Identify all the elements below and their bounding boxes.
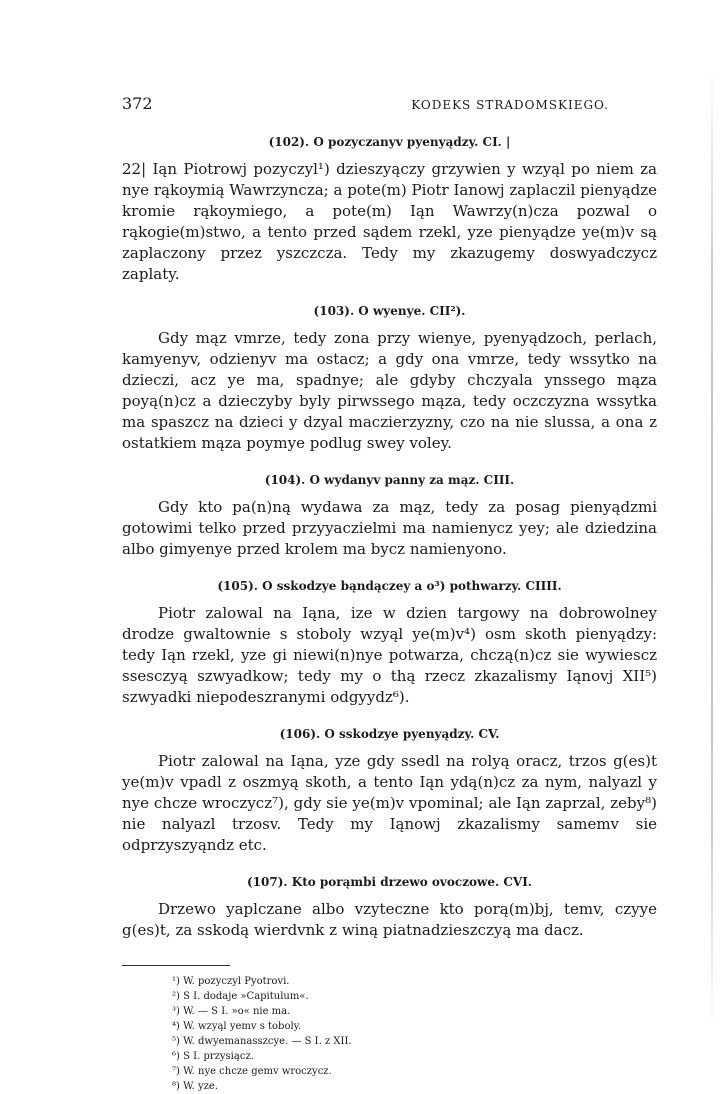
footnote-text: W. pozyczyl Pyotrovi. [183, 976, 290, 987]
section-paragraph: Gdy kto pa(n)ną wydawa za mąz, tedy za posag pienyądzmi gotowimi telko przed przyyaczielmi ma namienycz yey; ale dziedzina albo gimyenye przed krolem ma bycz namienyono. [122, 498, 657, 558]
footnote [172, 1049, 657, 1064]
footnote-mark: ⁸) [172, 1081, 180, 1092]
footnote [172, 1019, 657, 1034]
page-number: 372 [122, 94, 153, 113]
footnote-mark: ⁴) [172, 1021, 180, 1032]
page-header [122, 94, 657, 113]
footnote [172, 974, 657, 989]
page-edge-line [711, 70, 713, 1030]
section-104 [122, 473, 657, 560]
footnote-mark: ³) [172, 1006, 180, 1017]
footnotes [122, 974, 657, 1094]
footnote-divider [122, 965, 230, 966]
footnote [172, 1064, 657, 1079]
footnote-mark: ²) [172, 991, 180, 1002]
section-title: (107). Kto porąmbi drzewo ovoczowe. CVI. [247, 875, 532, 889]
footnote [172, 1034, 657, 1049]
section-106 [122, 727, 657, 856]
section-105 [122, 579, 657, 708]
section-paragraph: Piotr zalowal na Iąna, yze gdy ssedl na rolyą oracz, trzos g(es)t ye(m)v vpadl z oszmyą skoth, a tento Iąn ydą(n)cz za nym, nalyazl y nye chcze wroczycz⁷), gdy sie ye(m)v vpominal; ale Iąn zaprzal, zeby⁸) nie nalyazl trzosv. Tedy my Iąnowj zkazalismy samemv sie odprzyszyąndz etc. [122, 752, 657, 854]
footnote-text: S I. dodaje »Capitulum«. [183, 991, 309, 1002]
section-paragraph: Drzewo yaplczane albo vzyteczne kto porą(m)bj, temv, czyye g(es)t, za sskodą wierdvnk z winą piatnadzieszczyą ma dacz. [122, 900, 657, 939]
footnote-mark: ⁵) [172, 1036, 180, 1047]
footnote-text: W. dwyemanasszcye. — S I. z XII. [183, 1036, 352, 1047]
footnote [172, 1004, 657, 1019]
footnote-mark: ⁷) [172, 1066, 180, 1077]
section-107 [122, 875, 657, 941]
section-title: (103). O wyenye. CII²). [313, 304, 466, 318]
section-paragraph: Piotr zalowal na Iąna, ize w dzien targowy na dobrowolney drodze gwaltownie s stoboly wzyąl ye(m)v⁴) osm skoth pienyądzy: tedy Iąn rzekl, yze gi niewi(n)nye potwarza, chczą(n)cz sie wywiescz ssesczyą szwyadkow; tedy my o thą rzecz zkazalismy Iąnovj XII⁵) szwyadki niepodeszranymi odgyydz⁶). [122, 604, 657, 706]
section-paragraph: 22| Iąn Piotrowj pozyczyl¹) dzieszyączy grzywien y wzyąl po niem za nye rąkoymią Wawrzyncza; a pote(m) Piotr Ianowj zaplaczil pienyądze kromie rąkoymiego, a pote(m) Iąn Wawrzy(n)cza pozwal o rąkogie(m)stwo, a tento przed sądem rzekl, yze pienyądze ye(m)v są zaplaczony przez yszczcza. Tedy my zkazugemy doswyadczycz zaplaty. [122, 160, 657, 283]
footnote-text: S I. przysiącz. [183, 1051, 254, 1062]
footnote [172, 989, 657, 1004]
section-title: (102). O pozyczanyv pyenyądzy. CI. | [268, 135, 511, 149]
section-103 [122, 304, 657, 454]
footnote-text: W. nye chcze gemv wroczycz. [183, 1066, 332, 1077]
section-title: (104). O wydanyv panny za mąz. CIII. [264, 473, 515, 487]
footnote-text: W. — S I. »o« nie ma. [183, 1006, 291, 1017]
footnote-mark: ⁶) [172, 1051, 180, 1062]
footnote [172, 1079, 657, 1094]
section-title: (105). O sskodzye bąndączey a o³) pothwarzy. CIIII. [217, 579, 562, 593]
section-title: (106). O sskodzye pyenyądzy. CV. [279, 727, 500, 741]
section-paragraph: Gdy mąz vmrze, tedy zona przy wienye, pyenyądzoch, perlach, kamyenyv, odzienyv ma ostacz; a gdy ona vmrze, tedy wssytko na dzieczi, acz ye ma, spadnye; ale gdyby chczyala ynssego mąza poyą(n)cz a dzieczyby byly pirwssego mąza, tedy oczczyzna wssytka ma spaszcz na dzieci y dzyal maczierzyzny, czo na nie slussa, a ona z ostatkiem mąza poymye podlug swey voley. [122, 329, 657, 452]
document-page [122, 85, 657, 1094]
footnote-mark: ¹) [172, 976, 180, 987]
footnote-text: W. yze. [183, 1081, 219, 1092]
section-102 [122, 135, 657, 285]
footnote-text: W. wzyąl yemv s toboly. [183, 1021, 302, 1032]
running-head: KODEKS STRADOMSKIEGO. [411, 98, 609, 112]
